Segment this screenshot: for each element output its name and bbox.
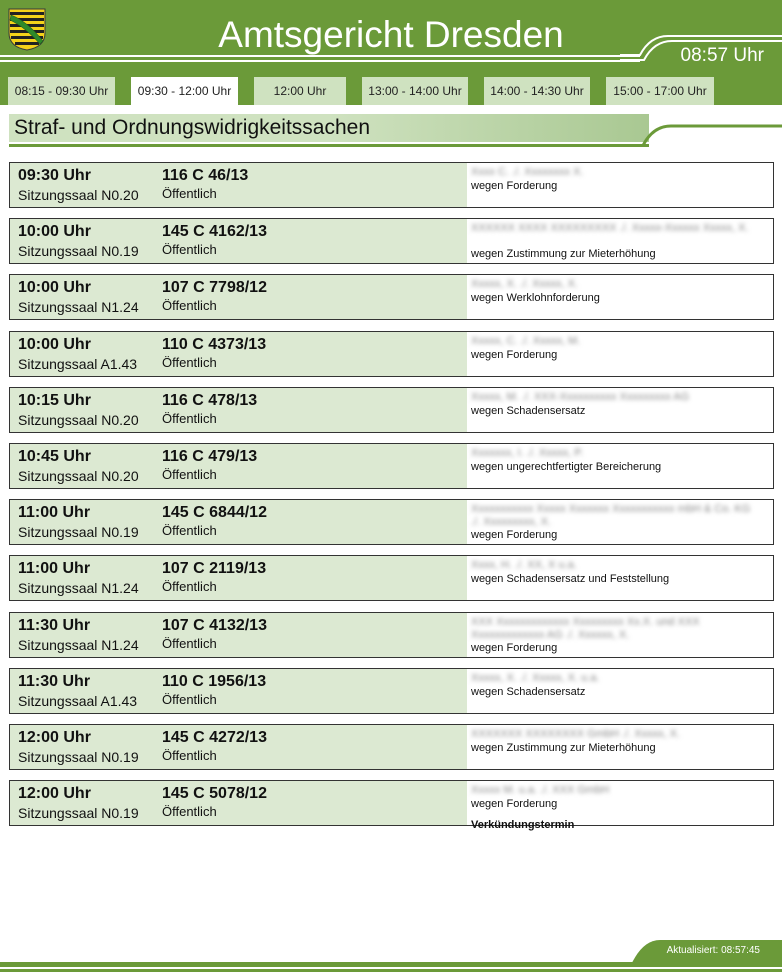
header-divider: [0, 60, 640, 62]
case-number: 116 C 478/13: [162, 391, 258, 409]
hearing-subject: wegen Schadensersatz: [471, 685, 586, 698]
footer: [0, 940, 782, 977]
hearing-room: Sitzungssaal N1.24: [18, 580, 139, 597]
hearing-time: 09:30 Uhr: [18, 167, 91, 184]
public-status: Öffentlich: [162, 691, 217, 707]
tab-1300-1400[interactable]: 13:00 - 14:00 Uhr: [362, 77, 468, 105]
parties-redacted: Xxxx, H. ./. XX, X u.a.: [471, 559, 577, 572]
hearing-row: [9, 724, 774, 770]
hearing-time: 11:00 Uhr: [18, 504, 91, 522]
hearing-room: Sitzungssaal N0.19: [18, 749, 139, 765]
hearing-row-left: [10, 388, 467, 432]
tab-0815-0930[interactable]: 08:15 - 09:30 Uhr: [8, 77, 115, 105]
hearing-subject: wegen Forderung: [471, 641, 558, 654]
hearing-time: 10:15 Uhr: [18, 391, 91, 409]
footer-divider: [0, 969, 782, 972]
public-status: Öffentlich: [162, 579, 217, 595]
public-status: Öffentlich: [162, 748, 217, 763]
case-number: 145 C 5078/12: [162, 785, 267, 803]
hearing-row: [9, 668, 774, 714]
case-number: 116 C 46/13: [162, 167, 249, 184]
hearing-time: 10:00 Uhr: [18, 335, 91, 353]
hearing-subject: wegen Forderung: [471, 180, 558, 192]
hearing-subject: wegen ungerechtfertigter Bereicherung: [471, 461, 662, 473]
hearing-row: [9, 555, 774, 601]
parties-redacted: XXXXXXX XXXXXXXX GmbH ./. Xxxxx, X.: [471, 728, 681, 740]
case-number: 107 C 7798/12: [162, 279, 267, 297]
hearing-row-left: [10, 275, 467, 319]
public-status: Öffentlich: [162, 354, 217, 370]
hearing-room: Sitzungssaal N1.24: [18, 299, 139, 316]
hearing-row-left: [10, 613, 467, 657]
case-number: 107 C 2119/13: [162, 560, 267, 578]
hearing-room: Sitzungssaal N1.24: [18, 636, 139, 653]
footer-divider: [0, 962, 782, 967]
hearing-time: 10:00 Uhr: [18, 279, 91, 297]
hearing-room: Sitzungssaal N0.20: [18, 468, 139, 484]
hearing-row-left: [10, 163, 467, 207]
hearing-row-left: [10, 781, 467, 825]
hearing-room: Sitzungssaal N0.20: [18, 187, 139, 203]
public-status: Öffentlich: [162, 186, 217, 201]
public-status: Öffentlich: [162, 804, 217, 820]
public-status: Öffentlich: [162, 242, 217, 258]
hearing-subject: wegen Forderung: [471, 529, 558, 542]
time-slot-tabs: [0, 74, 782, 105]
parties-redacted: Xxxxx, X. ./. Xxxxx, X.: [471, 278, 578, 291]
case-number: 145 C 4272/13: [162, 729, 267, 746]
parties-redacted: Xxxxx, X. ./. Xxxxx, X. u.a.: [471, 671, 600, 684]
hearing-row: [9, 612, 774, 658]
hearing-row-left: [10, 669, 467, 713]
tab-1200[interactable]: 12:00 Uhr: [254, 77, 346, 105]
parties-redacted: Xxxxx, C. ./. Xxxxx, M.: [471, 334, 581, 347]
parties-redacted: Xxxx C. ./. Xxxxxxxx X.: [471, 166, 584, 178]
hearing-row-left: [10, 725, 467, 769]
hearing-time: 11:30 Uhr: [18, 616, 91, 634]
hearing-row: [9, 387, 774, 433]
case-number: 145 C 6844/12: [162, 504, 267, 522]
hearing-subject: wegen Schadensersatz: [471, 404, 586, 417]
last-updated: Aktualisiert: 08:57:45: [666, 945, 760, 956]
hearing-row: [9, 218, 774, 264]
tab-0930-1200[interactable]: 09:30 - 12:00 Uhr: [131, 77, 238, 105]
hearing-subject: wegen Forderung: [471, 348, 558, 361]
public-status: Öffentlich: [162, 523, 217, 539]
hearing-room: Sitzungssaal N0.19: [18, 805, 139, 822]
case-number: 110 C 4373/13: [162, 335, 267, 353]
hearing-time: 12:00 Uhr: [18, 729, 91, 746]
public-status: Öffentlich: [162, 635, 217, 651]
hearing-room: Sitzungssaal N0.19: [18, 524, 139, 541]
case-number: 107 C 4132/13: [162, 616, 267, 634]
parties-redacted: Xxxxx M. u.a. ./. XXX GmbH: [471, 784, 610, 797]
hearing-room: Sitzungssaal A1.43: [18, 692, 138, 709]
case-number: 145 C 4162/13: [162, 223, 267, 241]
hearing-time: 12:00 Uhr: [18, 785, 91, 803]
hearing-room: Sitzungssaal N0.19: [18, 243, 139, 260]
hearing-room: Sitzungssaal N0.20: [18, 411, 139, 428]
hearing-row: [9, 331, 774, 377]
hearing-subject: wegen Zustimmung zur Mieterhöhung: [471, 248, 656, 261]
hearing-row: [9, 274, 774, 320]
section-underline: [9, 144, 649, 147]
clock: 08:57 Uhr: [680, 45, 764, 66]
tab-1500-1700[interactable]: 15:00 - 17:00 Uhr: [606, 77, 714, 105]
page-title: Amtsgericht Dresden: [218, 14, 564, 55]
hearing-row: [9, 780, 774, 832]
hearing-row-left: [10, 556, 467, 600]
public-status: Öffentlich: [162, 467, 217, 482]
section-title: Straf- und Ordnungswidrigkeitssachen: [14, 116, 371, 139]
hearing-row: [9, 499, 774, 545]
hearing-time: 11:00 Uhr: [18, 560, 91, 578]
hearing-subject: wegen Schadensersatz und Feststellung: [471, 573, 670, 586]
public-status: Öffentlich: [162, 298, 217, 314]
parties-redacted: XXX Xxxxxxxxxxxxx Xxxxxxxxx Xx.X. und XXX Xxxxxxxxxxxxx AG ./. Xxxxxx, X.: [471, 615, 700, 641]
hearing-row: [9, 162, 774, 208]
parties-redacted: Xxxxxxx, I. ./. Xxxxx, P.: [471, 447, 584, 459]
hearing-note: Verkündungstermin: [471, 819, 575, 832]
hearing-time: 10:00 Uhr: [18, 223, 91, 241]
hearing-row: [9, 443, 774, 489]
public-status: Öffentlich: [162, 410, 217, 426]
parties-redacted: Xxxxxxxxxxx Xxxxx Xxxxxxx Xxxxxxxxxxx mbH & Co. KG ./. Xxxxxxxxx, X.: [471, 503, 751, 529]
hearing-subject: wegen Zustimmung zur Mieterhöhung: [471, 742, 656, 754]
hearing-row-left: [10, 500, 467, 544]
section-swoosh: [629, 114, 782, 154]
case-number: 110 C 1956/13: [162, 672, 267, 690]
hearing-time: 11:30 Uhr: [18, 672, 91, 690]
header-divider: [0, 55, 640, 57]
section-header: [9, 114, 782, 154]
hearing-subject: wegen Werklohnforderung: [471, 292, 600, 305]
hearing-subject: wegen Forderung: [471, 798, 558, 811]
parties-redacted: XXXXXX XXXX XXXXXXXXX ./. Xxxxx-Xxxxxx Xxxxx, X.: [471, 222, 749, 235]
hearing-row-left: [10, 444, 467, 488]
header-bar: [0, 0, 782, 74]
hearing-time: 10:45 Uhr: [18, 448, 91, 465]
hearing-row-left: [10, 332, 467, 376]
case-number: 116 C 479/13: [162, 448, 258, 465]
parties-redacted: Xxxxx, M. ./. XXX-Xxxxxxxxxx Xxxxxxxxx AG: [471, 390, 690, 403]
tab-1400-1430[interactable]: 14:00 - 14:30 Uhr: [484, 77, 590, 105]
hearing-room: Sitzungssaal A1.43: [18, 355, 138, 372]
hearing-row-left: [10, 219, 467, 263]
